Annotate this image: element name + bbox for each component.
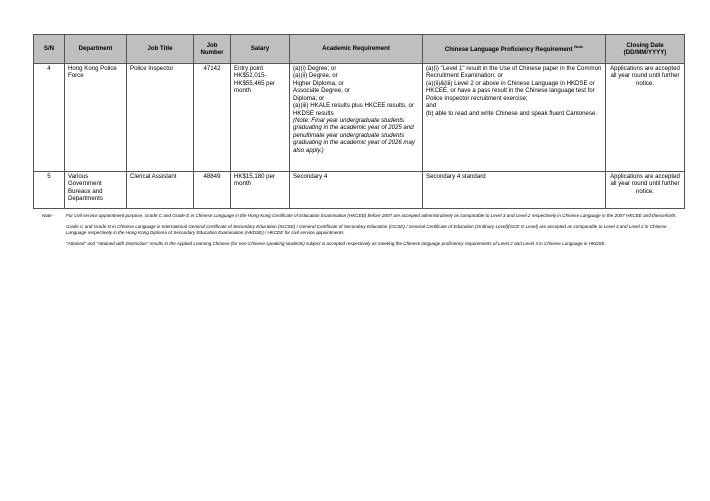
note-paragraph: Grade C and Grade D in Chinese Language in International General Certificate of Secondary Education (IGCSE) / General Certificate of Secondary Education (GCSE) / General Certificate of Education (Ordinary Level)(GCE O Level) are accepted as comparable to Level 3 and Level 2 in Chinese Language respectively in the Hong Kong Diploma of Secondary Education Examination (HKDSE) / HKCEE for civil service appointments. <box>66 223 667 235</box>
academic-line: (a)(ii) Degree, or <box>293 72 338 80</box>
academic-line: Higher Diploma, or <box>293 79 344 87</box>
cell-salary: HK$15,180 per month <box>231 172 290 209</box>
cell-job-number: 47142 <box>194 64 231 172</box>
academic-line: Associate Degree, or <box>293 87 350 95</box>
cell-job-title: Clerical Assistant <box>127 172 194 209</box>
academic-line: (a)(iii) HKALE results plus HKCEE results, or HKDSE results <box>293 102 414 117</box>
chinese-line: (a)(ii)&(iii) Level 2 or above in Chinese Language in HKDSE or HKCEE, or have a pass result in the Chinese language test for Police Inspector recruitment exercise; <box>426 79 595 102</box>
header-job-number: Job Number <box>194 35 231 64</box>
job-vacancy-table <box>33 34 685 209</box>
header-department: Department <box>65 35 127 64</box>
cell-chinese-requirement <box>423 172 606 209</box>
cell-sn: 5 <box>34 172 65 209</box>
header-job-title: Job Title <box>127 35 194 64</box>
chinese-line: and <box>426 102 437 110</box>
header-chinese-requirement <box>423 35 606 64</box>
header-academic-requirement: Academic Requirement <box>290 35 423 64</box>
header-closing-date: Closing Date (DD/MM/YYYY) <box>606 35 685 64</box>
cell-chinese-requirement <box>423 64 606 172</box>
table-row <box>34 64 685 172</box>
academic-line: (a)(i) Degree; or <box>293 65 337 72</box>
table-header-row <box>34 35 685 64</box>
cell-closing-date: Applications are accepted all year round until further notice. <box>606 172 685 209</box>
note-paragraph: For civil service appointment purpose, Grade C and Grade E in Chinese Language in the Hong Kong Certificate of Education Examination (HKCEE) before 2007 are accepted administratively as comparable to Level 3 and Level 2 respectively in Chinese Language in the 2007 HKCEE and thenceforth. <box>66 213 677 218</box>
chinese-line: (b) able to read and write Chinese and speak fluent Cantonese. <box>426 109 598 117</box>
header-sn: S/N <box>34 35 65 64</box>
header-chinese-note-mark: Note <box>574 43 584 49</box>
cell-academic-requirement <box>290 172 423 209</box>
cell-academic-requirement <box>290 64 423 172</box>
chinese-line: (a)(i) "Level 1" result in the Use of Chinese paper in the Common Recruitment Examination; or <box>426 65 602 80</box>
academic-line: Diploma; or <box>293 94 325 102</box>
academic-line: Secondary 4 <box>293 173 328 180</box>
footnotes <box>42 213 684 252</box>
table-row <box>34 172 685 209</box>
cell-salary: Entry point HK$52,015-HK$55,465 per month <box>231 64 290 172</box>
cell-job-number: 48849 <box>194 172 231 209</box>
header-salary: Salary <box>231 35 290 64</box>
cell-department: Hong Kong Police Force <box>65 64 127 172</box>
cell-department: Various Government Bureaux and Departments <box>65 172 127 209</box>
academic-note: (Note: Final year undergraduate students graduating in the academic year of 2025 and penultimate year undergraduate students graduating in the academic year of 2026 may also apply.) <box>293 116 415 154</box>
note-paragraph: "Attained" and "Attained with Distinction" results in the Applied Learning Chinese (for non-Chinese speaking students) subject is accepted respectively as meeting the Chinese language proficiency requirements of Level 2 and Level 3 in Chinese Language in HKDSE. <box>66 240 606 246</box>
notes-label: Note - <box>42 213 55 218</box>
header-chinese-label: Chinese Language Proficiency Requirement <box>444 45 573 53</box>
cell-closing-date: Applications are accepted all year round until further notice. <box>606 64 685 172</box>
cell-job-title: Police Inspector <box>127 64 194 172</box>
chinese-line: Secondary 4 standard <box>426 173 486 180</box>
cell-sn: 4 <box>34 64 65 172</box>
notes-body <box>66 213 684 247</box>
